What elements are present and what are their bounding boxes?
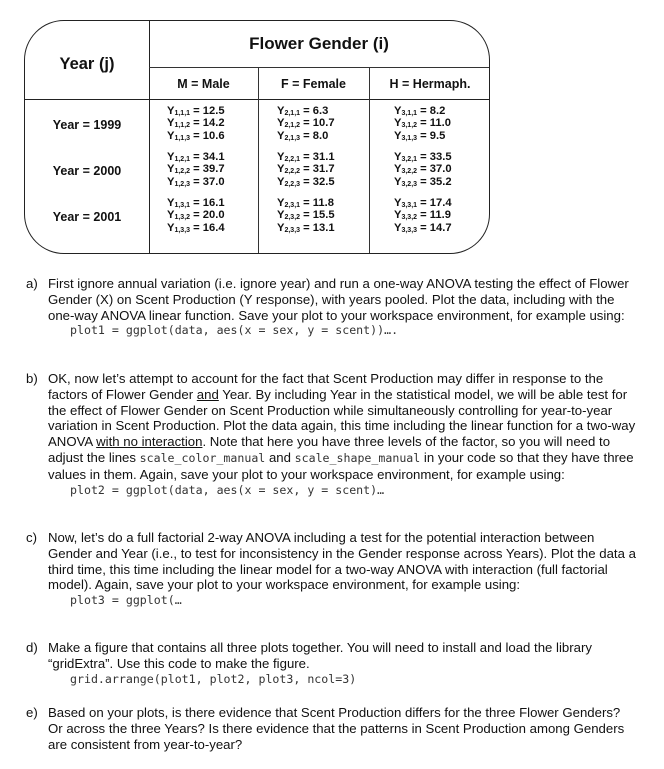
code-snippet: grid.arrange(plot1, plot2, plot3, ncol=3) <box>70 671 357 686</box>
table-cell <box>167 105 239 142</box>
question-label: d) <box>26 640 38 655</box>
cell-value: $Y_{1,2,1} = 34.1$ <box>167 151 225 163</box>
table-divider-col2 <box>258 67 259 253</box>
question-label: b) <box>26 371 38 386</box>
cell-value: $Y_{1,1,1} = 12.5$ <box>167 105 225 117</box>
question-d <box>26 640 638 687</box>
cell-value: $Y_{1,2,2} = 39.7$ <box>167 163 225 176</box>
cell-value: $Y_{3,1,3} = 9.5$ <box>394 129 446 142</box>
cell-value: $Y_{2,1,3} = 8.0$ <box>277 129 329 142</box>
table-cell <box>167 197 239 234</box>
cell-value: $Y_{2,1,2} = 10.7$ <box>277 117 335 130</box>
cell-value: $Y_{1,3,1} = 16.1$ <box>167 197 225 209</box>
cell-value: $Y_{2,2,1} = 31.1$ <box>277 151 335 163</box>
question-text: Now, let’s do a full factorial 2-way ANOVA including a test for the potential interaction between Gender and Year (i.e., to test for inconsistency in the Gender response across Years). Plot the data a third time, this time including the linear model for a two-way ANOVA with interaction (full factorial model). Again, save your plot to your workspace environment, for example using: <box>48 530 636 593</box>
cell-value: $Y_{3,1,1} = 8.2$ <box>394 105 446 117</box>
year-header: Year (j) <box>59 55 115 73</box>
table-divider-col3 <box>369 67 370 253</box>
data-table <box>24 20 490 254</box>
cell-value: $Y_{1,1,3} = 10.6$ <box>167 129 225 142</box>
question-label: c) <box>26 530 37 545</box>
code-snippet: plot2 = ggplot(data, aes(x = sex, y = scent)… <box>70 482 385 497</box>
cell-value: $Y_{1,3,3} = 16.4$ <box>167 221 225 234</box>
question-label: a) <box>26 276 38 291</box>
table-cell <box>277 105 349 142</box>
table-cell <box>394 151 466 188</box>
cell-value: $Y_{2,1,1} = 6.3$ <box>277 105 329 117</box>
question-c <box>26 530 638 609</box>
cell-value: $Y_{2,3,2} = 15.5$ <box>277 209 335 222</box>
table-divider-body <box>25 99 489 100</box>
question-a <box>26 276 638 339</box>
cell-value: $Y_{3,2,3} = 35.2$ <box>394 175 452 188</box>
table-cell <box>167 151 239 188</box>
question-label: e) <box>26 705 38 720</box>
cell-value: $Y_{1,1,2} = 14.2$ <box>167 117 225 130</box>
cell-value: $Y_{2,2,2} = 31.7$ <box>277 163 335 176</box>
table-divider-vertical <box>149 21 150 253</box>
row-label-2000: Year = 2000 <box>52 164 122 178</box>
table-cell <box>277 197 349 234</box>
cell-value: $Y_{3,3,3} = 14.7$ <box>394 221 452 234</box>
row-label-1999: Year = 1999 <box>52 118 122 132</box>
cell-value: $Y_{3,2,2} = 37.0$ <box>394 163 452 176</box>
column-header-male: M = Male <box>177 77 230 91</box>
column-header-hermaph: H = Hermaph. <box>389 77 471 91</box>
question-text: OK, now let’s attempt to account for the fact that Scent Production may differ in response to the factors of Flower Gender and Year. By including Year in the statistical model, we will be able test for the effect of Flower Gender on Scent Production while simultaneously controlling for year-to-year variation in Scent Production. Plot the data again, this time including the linear function for a two-way ANOVA with no interaction. Note that here you have three levels of the factor, so you will need to adjust the lines scale_color_manual and scale_shape_manual in your code so that they have three values in them. Again, save your plot to your workspace environment, for example using: <box>48 371 636 482</box>
code-snippet: plot1 = ggplot(data, aes(x = sex, y = scent))…. <box>70 323 399 338</box>
column-header-female: F = Female <box>281 77 346 91</box>
cell-value: $Y_{3,2,1} = 33.5$ <box>394 151 452 163</box>
question-text: Based on your plots, is there evidence that Scent Production differs for the three Flower Genders? Or across the three Years? Is there evidence that the patterns in Scent Production among Genders are consistent from year-to-year? <box>48 705 625 752</box>
cell-value: $Y_{3,1,2} = 11.0$ <box>394 117 451 130</box>
cell-value: $Y_{2,2,3} = 32.5$ <box>277 175 335 188</box>
cell-value: $Y_{1,3,2} = 20.0$ <box>167 209 225 222</box>
cell-value: $Y_{2,3,1} = 11.8$ <box>277 197 334 209</box>
table-cell <box>394 105 466 142</box>
cell-value: $Y_{3,3,2} = 11.9$ <box>394 209 451 222</box>
question-text: Make a figure that contains all three plots together. You will need to install and load the library “gridExtra”. Use this code to make the figure. <box>48 640 592 671</box>
table-cell <box>394 197 466 234</box>
table-divider-header <box>149 67 489 68</box>
question-text: First ignore annual variation (i.e. ignore year) and run a one-way ANOVA testing the effect of Flower Gender (X) on Scent Production (Y response), with years pooled. Plot the data, including with the one-way ANOVA linear function. Save your plot to your workspace environment, for example using: <box>48 276 629 323</box>
gender-header: Flower Gender (i) <box>249 34 389 53</box>
row-label-2001: Year = 2001 <box>52 210 122 224</box>
cell-value: $Y_{3,3,1} = 17.4$ <box>394 197 452 209</box>
question-b <box>26 371 638 498</box>
cell-value: $Y_{2,3,3} = 13.1$ <box>277 221 335 234</box>
question-e <box>26 705 638 752</box>
cell-value: $Y_{1,2,3} = 37.0$ <box>167 175 225 188</box>
table-cell <box>277 151 349 188</box>
code-snippet: plot3 = ggplot(… <box>70 593 182 608</box>
